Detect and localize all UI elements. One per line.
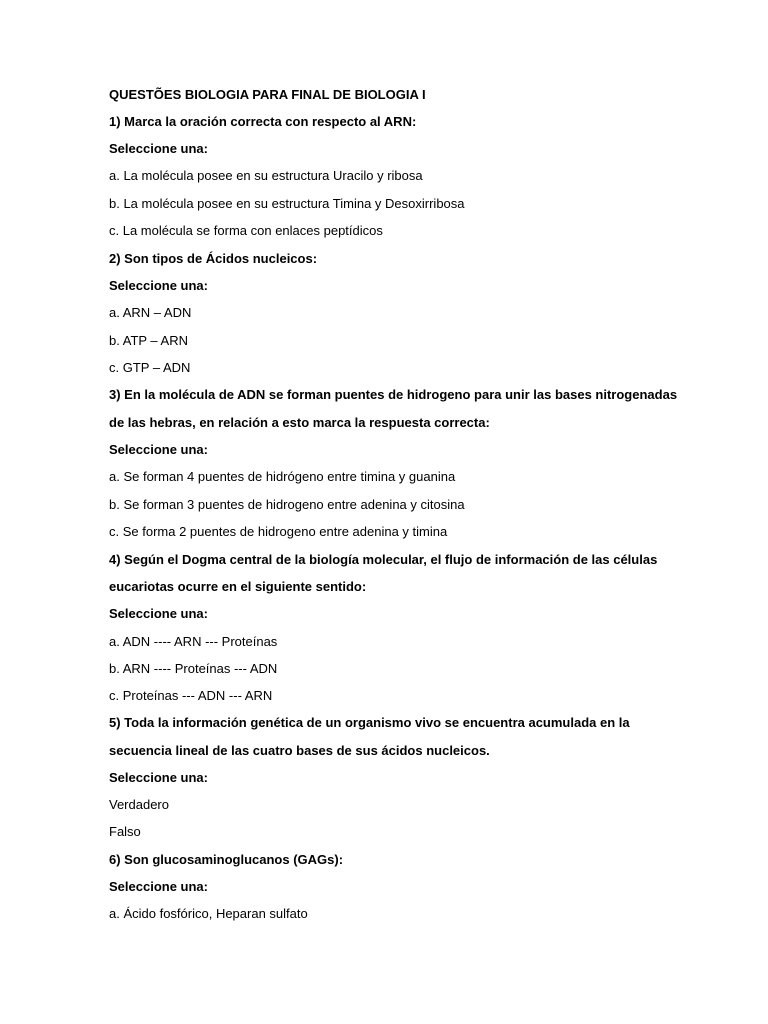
question-text-line: Seleccione una: [109, 770, 208, 785]
answer-option-line: a. Se forman 4 puentes de hidrógeno entre timina y guanina [109, 469, 456, 484]
question-text-line: eucariotas ocurre en el siguiente sentido: [109, 579, 367, 594]
question-text-line: Seleccione una: [109, 879, 208, 894]
question-text-line: secuencia lineal de las cuatro bases de sus ácidos nucleicos. [109, 743, 490, 758]
question-text-line: Seleccione una: [109, 606, 208, 621]
answer-option-line: c. La molécula se forma con enlaces peptídicos [109, 223, 383, 238]
question-text-line: 2) Son tipos de Ácidos nucleicos: [109, 251, 318, 266]
answer-option-line: c. Se forma 2 puentes de hidrogeno entre adenina y timina [109, 524, 448, 539]
question-text-line: 4) Según el Dogma central de la biología molecular, el flujo de información de las células [109, 552, 658, 567]
answer-option-line: c. GTP – ADN [109, 360, 191, 375]
answer-option-line: b. ATP – ARN [109, 333, 189, 348]
question-text-line: 1) Marca la oración correcta con respecto al ARN: [109, 114, 417, 129]
question-text-line: Seleccione una: [109, 141, 208, 156]
document-title: QUESTÕES BIOLOGIA PARA FINAL DE BIOLOGIA I [109, 87, 426, 102]
answer-option-line: b. La molécula posee en su estructura Timina y Desoxirribosa [109, 196, 465, 211]
question-text-line: 6) Son glucosaminoglucanos (GAGs): [109, 852, 344, 867]
question-text-line: Seleccione una: [109, 442, 208, 457]
question-text-line: 5) Toda la información genética de un organismo vivo se encuentra acumulada en la [109, 715, 630, 730]
answer-option-line: a. ARN – ADN [109, 305, 192, 320]
question-text-line: Seleccione una: [109, 278, 208, 293]
question-text-line: de las hebras, en relación a esto marca la respuesta correcta: [109, 415, 490, 430]
answer-option-line: Falso [109, 824, 141, 839]
answer-option-line: b. Se forman 3 puentes de hidrogeno entre adenina y citosina [109, 497, 465, 512]
answer-option-line: a. Ácido fosfórico, Heparan sulfato [109, 906, 308, 921]
answer-option-line: b. ARN ---- Proteínas --- ADN [109, 661, 278, 676]
answer-option-line: Verdadero [109, 797, 169, 812]
answer-option-line: a. La molécula posee en su estructura Uracilo y ribosa [109, 168, 423, 183]
answer-option-line: a. ADN ---- ARN --- Proteínas [109, 634, 278, 649]
question-text-line: 3) En la molécula de ADN se forman puentes de hidrogeno para unir las bases nitrogenadas [109, 387, 678, 402]
answer-option-line: c. Proteínas --- ADN --- ARN [109, 688, 273, 703]
